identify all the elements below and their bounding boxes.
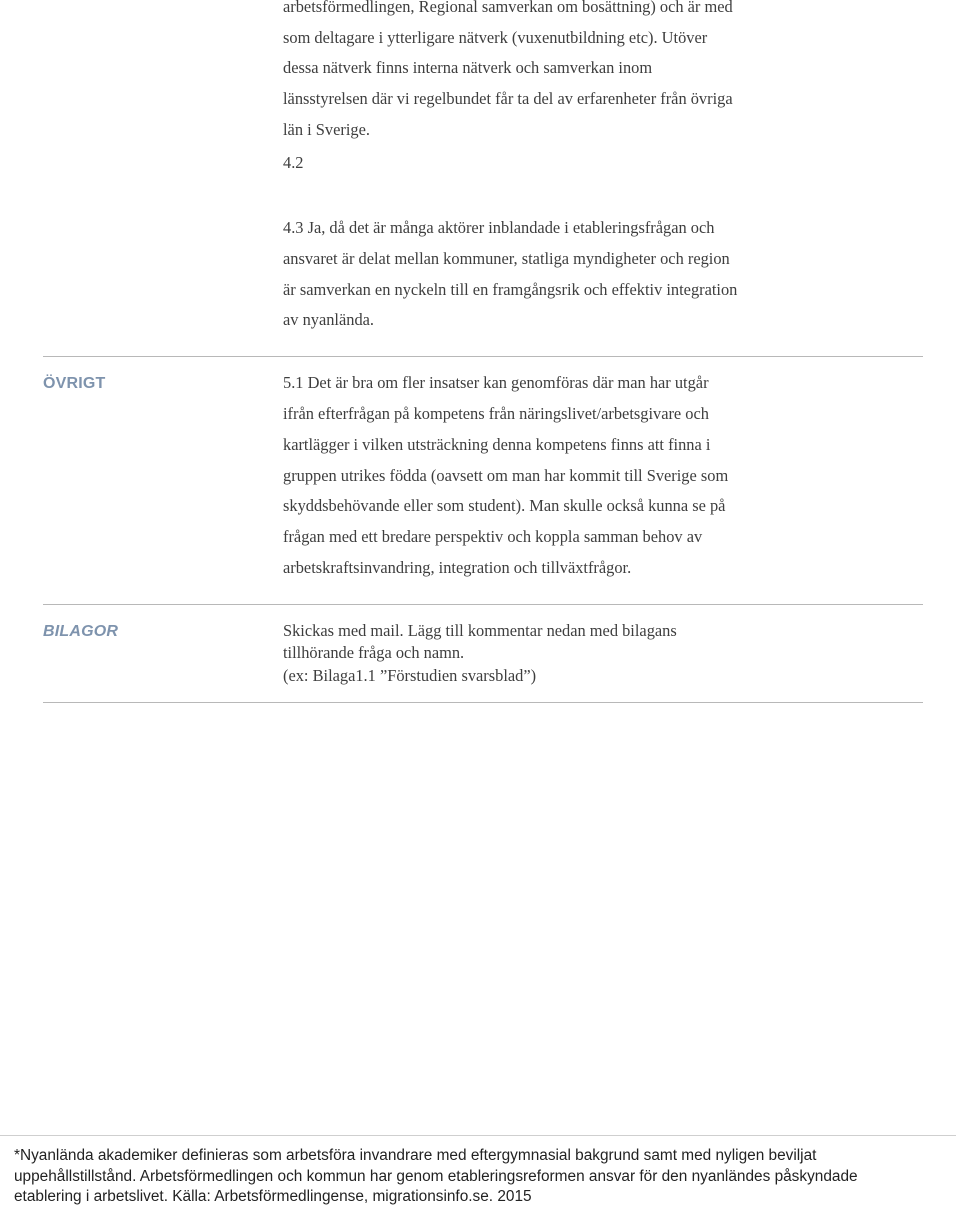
footnote-divider (0, 1135, 956, 1136)
footnote-line: uppehållstillstånd. Arbetsförmedlingen och kommun har genom etableringsreformen ansvar för den nyanländes påskyndade (14, 1168, 858, 1185)
ovrigt-line: frågan med ett bredare perspektiv och koppla samman behov av (283, 527, 703, 546)
ovrigt-heading: ÖVRIGT (43, 375, 106, 392)
ovrigt-line: gruppen utrikes födda (oavsett om man har kommit till Sverige som (283, 466, 729, 485)
answer-4-3-line: ansvaret är delat mellan kommuner, statliga myndigheter och region (283, 249, 730, 268)
section-divider (43, 356, 923, 357)
answer-4-3-line: 4.3 Ja, då det är många aktörer inblandade i etableringsfrågan och (283, 218, 715, 237)
ovrigt-line: ifrån efterfrågan på kompetens från näringslivet/arbetsgivare och (283, 404, 709, 423)
ovrigt-line: skyddsbehövande eller som student). Man skulle också kunna se på (283, 496, 726, 515)
intro-line: som deltagare i ytterligare nätverk (vuxenutbildning etc). Utöver (283, 28, 708, 47)
bilagor-heading: BILAGOR (43, 623, 119, 640)
intro-line: dessa nätverk finns interna nätverk och samverkan inom (283, 58, 653, 77)
answer-4-2-number: 4.2 (283, 153, 304, 172)
section-divider (43, 604, 923, 605)
bilagor-line: Skickas med mail. Lägg till kommentar nedan med bilagans (283, 621, 677, 640)
answer-4-3-line: är samverkan en nyckeln till en framgångsrik och effektiv integration (283, 280, 738, 299)
ovrigt-line: 5.1 Det är bra om fler insatser kan genomföras där man har utgår (283, 373, 709, 392)
section-divider (43, 702, 923, 703)
intro-line: länsstyrelsen där vi regelbundet får ta del av erfarenheter från övriga (283, 89, 733, 108)
ovrigt-line: arbetskraftsinvandring, integration och tillväxtfrågor. (283, 558, 632, 577)
answer-4-3-line: av nyanlända. (283, 310, 375, 329)
footnote-line: *Nyanlända akademiker definieras som arbetsföra invandrare med eftergymnasial bakgrund samt med nyligen beviljat (14, 1147, 817, 1164)
bilagor-line: (ex: Bilaga1.1 ”Förstudien svarsblad”) (283, 666, 537, 685)
intro-line: arbetsförmedlingen, Regional samverkan om bosättning) och är med (283, 0, 733, 16)
ovrigt-line: kartlägger i vilken utsträckning denna kompetens finns att finna i (283, 435, 711, 454)
intro-line: län i Sverige. (283, 120, 370, 139)
bilagor-line: tillhörande fråga och namn. (283, 643, 465, 662)
footnote-line: etablering i arbetslivet. Källa: Arbetsförmedlingense, migrationsinfo.se. 2015 (14, 1188, 532, 1205)
